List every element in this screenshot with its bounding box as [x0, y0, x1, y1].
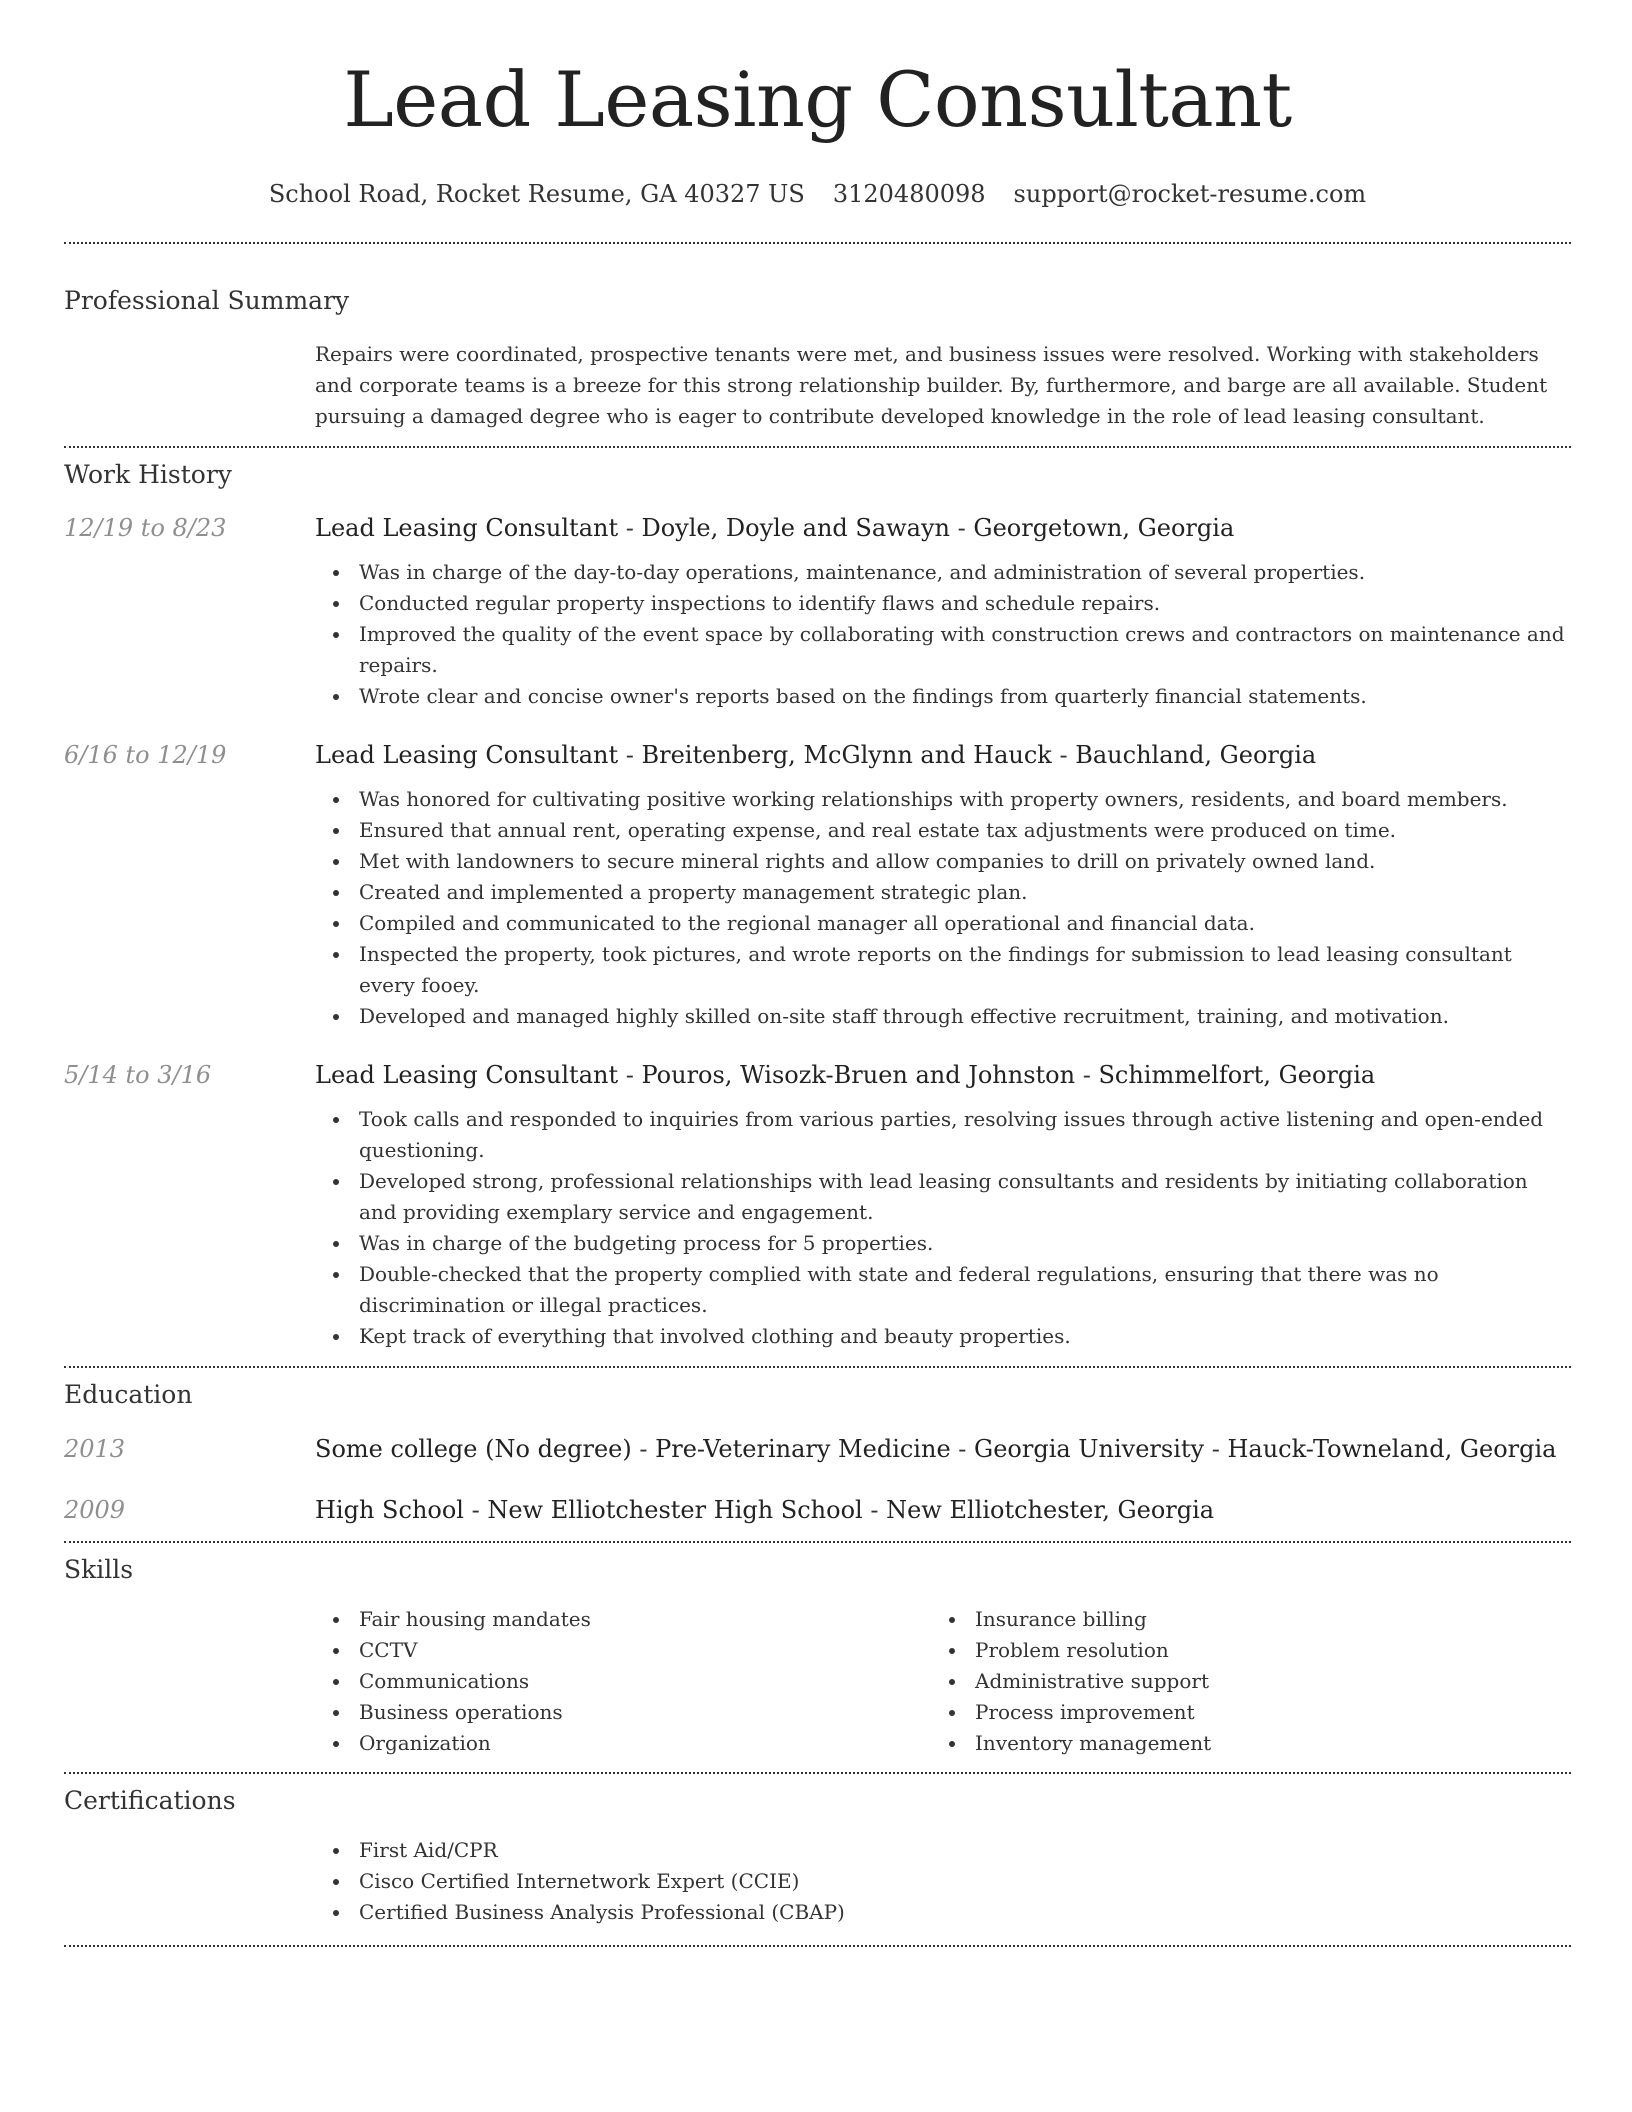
divider	[64, 1366, 1571, 1368]
summary-text: Repairs were coordinated, prospective tenants were met, and business issues were resolved. Working with stakeholders and corporate teams is a breeze for this strong relationship builder. By, furthermore, and barge are all available. Student pursuing a damaged degree who is eager to contribute developed knowledge in the role of lead leasing consultant.	[315, 342, 1548, 428]
job-location: Bauchland, Georgia	[1075, 741, 1317, 769]
certification-item: Cisco Certified Internetwork Expert (CCIE)	[359, 1866, 1571, 1897]
job-entry	[64, 741, 1571, 1032]
list-item: Was in charge of the day-to-day operations, maintenance, and administration of several properties.	[359, 557, 1571, 588]
job-company: Breitenberg, McGlynn and Hauck	[641, 741, 1052, 769]
resume-page	[64, 0, 1571, 1947]
education-school: New Elliotchester High School	[487, 1496, 863, 1524]
education-location: Hauck-Towneland, Georgia	[1227, 1435, 1557, 1463]
section-title-certifications: Certifications	[64, 1786, 236, 1815]
job-entry	[64, 1061, 1571, 1352]
education-school: Georgia University	[974, 1435, 1205, 1463]
list-item: Conducted regular property inspections to identify flaws and schedule repairs.	[359, 588, 1571, 619]
divider	[64, 446, 1571, 448]
list-item: Improved the quality of the event space by collaborating with construction crews and contractors on maintenance and repairs.	[359, 619, 1571, 681]
skill-item: Communications	[359, 1666, 975, 1697]
skills-column	[359, 1604, 975, 1759]
job-location: Schimmelfort, Georgia	[1098, 1061, 1376, 1089]
job-dates: 12/19 to 8/23	[64, 514, 227, 542]
job-dates: 6/16 to 12/19	[64, 741, 227, 769]
job-bullets	[359, 1104, 1571, 1352]
contact-address: School Road, Rocket Resume, GA 40327 US	[268, 180, 805, 208]
education-entry: 2013 Some college (No degree) - Pre-Veterinary Medicine - Georgia University - Hauck-Towneland, Georgia	[64, 1435, 1557, 1463]
job-header: 12/19 to 8/23 Lead Leasing Consultant - Doyle, Doyle and Sawayn - Georgetown, Georgia	[64, 514, 1235, 542]
contact-email: support@rocket-resume.com	[1013, 180, 1367, 208]
list-item: Kept track of everything that involved clothing and beauty properties.	[359, 1321, 1571, 1352]
skill-item: Process improvement	[975, 1697, 1211, 1728]
skill-item: Inventory management	[975, 1728, 1211, 1759]
job-header: 5/14 to 3/16 Lead Leasing Consultant - Pouros, Wisozk-Bruen and Johnston - Schimmelfort, Georgia	[64, 1061, 1376, 1089]
education-degree: High School	[315, 1496, 464, 1524]
section-title-work-history: Work History	[64, 460, 232, 489]
skill-item: Problem resolution	[975, 1635, 1211, 1666]
skill-item: Business operations	[359, 1697, 975, 1728]
education-year: 2009	[64, 1496, 126, 1524]
education-location: New Elliotchester, Georgia	[886, 1496, 1215, 1524]
job-header: 6/16 to 12/19 Lead Leasing Consultant - Breitenberg, McGlynn and Hauck - Bauchland, Georgia	[64, 741, 1317, 769]
job-company: Pouros, Wisozk-Bruen and Johnston	[641, 1061, 1076, 1089]
divider	[64, 1772, 1571, 1774]
divider	[64, 1541, 1571, 1543]
education-entry: 2009 High School - New Elliotchester High School - New Elliotchester, Georgia	[64, 1496, 1215, 1524]
skill-item: CCTV	[359, 1635, 975, 1666]
skill-item: Organization	[359, 1728, 975, 1759]
skill-item: Fair housing mandates	[359, 1604, 975, 1635]
list-item: Was honored for cultivating positive working relationships with property owners, residents, and board members.	[359, 784, 1571, 815]
job-entry	[64, 514, 1571, 712]
skill-item: Insurance billing	[975, 1604, 1211, 1635]
education-degree: Some college (No degree)	[315, 1435, 632, 1463]
list-item: Double-checked that the property complied with state and federal regulations, ensuring that there was no discrimination or illegal practices.	[359, 1259, 1571, 1321]
contact-line	[64, 180, 1571, 208]
job-location: Georgetown, Georgia	[973, 514, 1235, 542]
list-item: Developed and managed highly skilled on-site staff through effective recruitment, training, and motivation.	[359, 1001, 1571, 1032]
job-dates: 5/14 to 3/16	[64, 1061, 212, 1089]
job-company: Doyle, Doyle and Sawayn	[641, 514, 951, 542]
resume-name: Lead Leasing Consultant	[343, 55, 1292, 144]
certifications-list	[359, 1835, 1571, 1928]
contact-phone: 3120480098	[832, 180, 986, 208]
certification-item: Certified Business Analysis Professional (CBAP)	[359, 1897, 1571, 1928]
education-year: 2013	[64, 1435, 126, 1463]
list-item: Met with landowners to secure mineral rights and allow companies to drill on privately owned land.	[359, 846, 1571, 877]
list-item: Inspected the property, took pictures, and wrote reports on the findings for submission to lead leasing consultant every fooey.	[359, 939, 1571, 1001]
list-item: Took calls and responded to inquiries from various parties, resolving issues through active listening and open-ended questioning.	[359, 1104, 1571, 1166]
list-item: Compiled and communicated to the regional manager all operational and financial data.	[359, 908, 1571, 939]
skill-item: Administrative support	[975, 1666, 1211, 1697]
section-title-skills: Skills	[64, 1555, 134, 1584]
skills-column	[975, 1604, 1211, 1759]
list-item: Ensured that annual rent, operating expense, and real estate tax adjustments were produced on time.	[359, 815, 1571, 846]
job-role: Lead Leasing Consultant	[315, 741, 619, 769]
list-item: Developed strong, professional relationships with lead leasing consultants and residents by initiating collaboration and providing exemplary service and engagement.	[359, 1166, 1571, 1228]
divider	[64, 1945, 1571, 1947]
divider	[64, 242, 1571, 244]
job-bullets	[359, 557, 1571, 712]
job-role: Lead Leasing Consultant	[315, 1061, 619, 1089]
education-field: Pre-Veterinary Medicine	[655, 1435, 951, 1463]
skills-list	[359, 1604, 1571, 1759]
job-role: Lead Leasing Consultant	[315, 514, 619, 542]
list-item: Wrote clear and concise owner's reports based on the findings from quarterly financial statements.	[359, 681, 1571, 712]
list-item: Was in charge of the budgeting process for 5 properties.	[359, 1228, 1571, 1259]
certification-item: First Aid/CPR	[359, 1835, 1571, 1866]
list-item: Created and implemented a property management strategic plan.	[359, 877, 1571, 908]
job-bullets	[359, 784, 1571, 1032]
section-title-summary: Professional Summary	[64, 286, 350, 315]
section-title-education: Education	[64, 1380, 193, 1409]
